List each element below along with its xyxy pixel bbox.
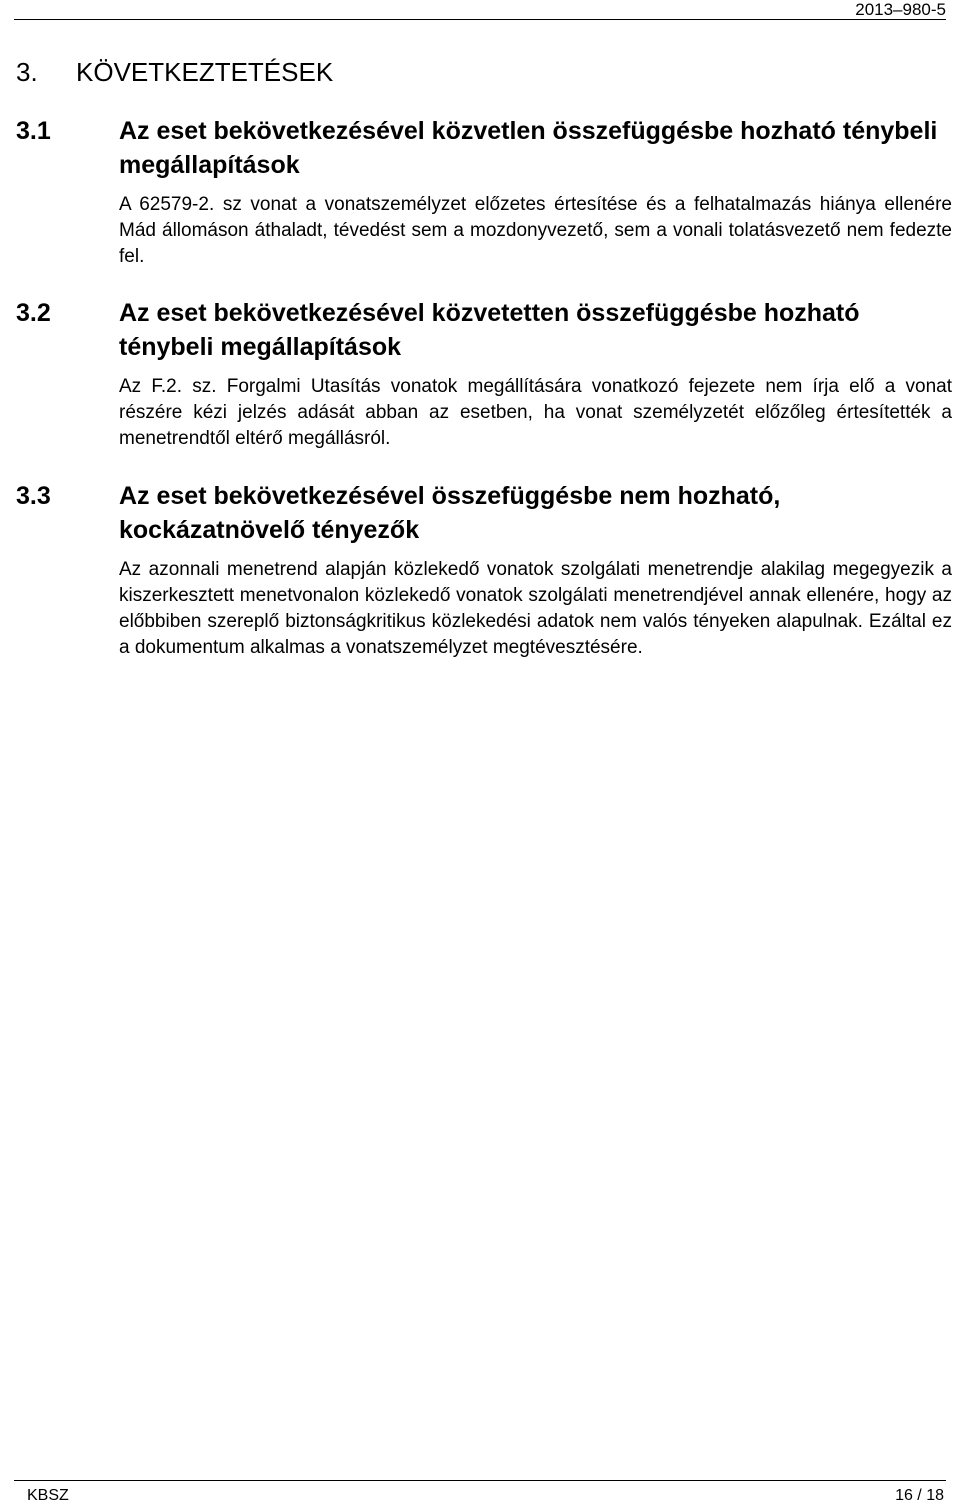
section-number: 3.3 — [16, 482, 51, 510]
section-3-1-paragraph: A 62579-2. sz vonat a vonatszemélyzet előzetes értesítése és a felhatalmazás hiánya ellenére Mád állomáson áthaladt, tévedést sem a mozdonyvezető, sem a vonali tolatásvezető nem fedezte fel. — [119, 194, 952, 267]
chapter-number: 3. — [16, 57, 38, 87]
section-3-1-heading — [16, 114, 952, 182]
section-3-3-paragraph: Az azonnali menetrend alapján közlekedő vonatok szolgálati menetrendje alakilag megegyezik a kiszerkesztett menetvonalon közlekedő vonatok szolgálati menetrendjével annak ellenére, hogy az előbbiben szereplő biztonságkritikus közlekedési adatok nem valós tényeken alapulnak. Ezáltal ez a dokumentum alkalmas a vonatszemélyzet megtévesztésére. — [119, 559, 952, 658]
section-number: 3.2 — [16, 299, 51, 327]
section-3-3-heading — [16, 479, 952, 547]
section-title: Az eset bekövetkezésével összefüggésbe nem hozható, kockázatnövelő tényezők — [119, 482, 781, 544]
header-rule — [14, 19, 946, 20]
page-number: 16 / 18 — [895, 1487, 944, 1504]
section-3-2-paragraph: Az F.2. sz. Forgalmi Utasítás vonatok megállítására vonatkozó fejezete nem írja elő a vonat részére kézi jelzés adását abban az esetben, ha vonat személyzetét előzőleg értesítették a menetrendtől eltérő megállásról. — [119, 376, 952, 449]
chapter-heading — [16, 55, 333, 89]
footer-organization: KBSZ — [27, 1487, 69, 1504]
section-3-2-heading — [16, 296, 952, 364]
section-title: Az eset bekövetkezésével közvetetten összefüggésbe hozható ténybeli megállapítások — [119, 299, 860, 361]
section-number: 3.1 — [16, 117, 51, 145]
chapter-title: KÖVETKEZTETÉSEK — [76, 57, 334, 87]
footer-rule — [14, 1480, 946, 1481]
section-title: Az eset bekövetkezésével közvetlen összefüggésbe hozható ténybeli megállapítások — [119, 117, 938, 179]
document-number: 2013–980-5 — [855, 0, 946, 19]
